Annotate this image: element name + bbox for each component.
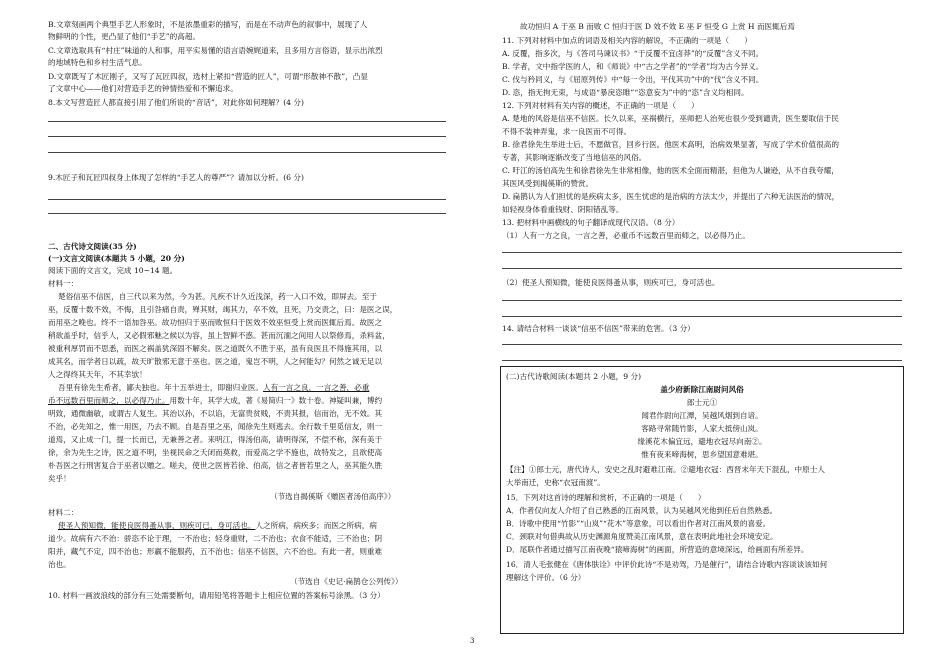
question-16: 16．清人毛张健在《唐体肤诠》中评价此诗“不是劝驾，乃是催行”，请结合诗歌内容谈谈该如何 (506, 560, 828, 569)
underlined-sentence: 使圣人预知微，能使良医得蚤从事，则疾可已，身可活也。 (58, 521, 256, 530)
instructions: 阅读下面的文言文，完成 10~14 题。 (48, 266, 178, 275)
passage-line: 徐，余为先生之诗，医之道不明，坐视民命之夭闭而莫救，而爱高之学不施也，故特发之，且欲使高 (48, 448, 383, 457)
subsection-heading: (一)文言文阅读(本题共 5 小题，20 分) (48, 254, 185, 263)
option-b[interactable]: B．诗歌中使用“竹影”“山岚”“花木”等意象，可以看出作者对江南风景的喜爱。 (506, 519, 771, 528)
option-d[interactable]: D. 恣，指无拘无束，与成语“暴戾恣睢”“恣意妄为”中的“恣”含义均相同。 (502, 88, 749, 97)
text-line: B.文章刻画两个典型手艺人形象时，不是浓墨重彩的描写，而是在不动声色的叙事中，展现了人 (48, 20, 368, 29)
passage-line: 稍欲盖乎时，信乎人，又必假邪魅之候以为容，虽上智鲜不惑。甚而沉湎之间用人以祭修焉，杀料盆， (48, 331, 390, 340)
option-a[interactable]: A. 楚地的风俗是信巫不信医。长久以来，巫祸横行，巫师把人治死也很少受到谴责，医生要取信于民 (502, 114, 839, 123)
poem-author: 郎士元① (686, 398, 718, 407)
source-citation: （节选自揭傒斯《赠医者汤伯高序》） (270, 492, 396, 501)
poem-line: 缘溪花木偏宜远，避地衣冠尽向南②。 (637, 437, 767, 446)
option-d-cont: 如轻视身体看重钱财、阴阳错乱等。 (502, 205, 624, 214)
passage-line: 明致，通微幽敏，或谓古人复生。其治以孙，不以谄，无富贵贫贱，不责其报，信而治，无不效。其 (48, 409, 383, 418)
answer-line[interactable] (48, 121, 446, 122)
underlined-sentence: 币不远数百里而师之，以必得乃止。 (48, 396, 170, 405)
option-c-cont: 其医风受到揭傒斯的赞赏。 (502, 179, 594, 188)
option-b-cont: 专著，其影响逐渐改变了当地信巫的风俗。 (502, 153, 647, 162)
passage-line: 被重利厚罚而不思悉，而医之祸盖犹深固不解矣。医之道既久不胜于巫，虽有良医且不得施其用，以 (48, 344, 383, 353)
poem-line: 客路寻常随竹影，人家大抵傍山岚。 (641, 424, 763, 433)
answer-line[interactable] (48, 199, 446, 200)
text-line: C.文章选取具有“村庄”味道的人和事，用平实易懂的语言语婉娓道来，且多用方言俗语，显示出浓烈 (48, 46, 383, 55)
subsection-heading: (二)古代诗歌阅读(本题共 2 小题，9 分) (506, 372, 642, 381)
passage-line: 巫，反覆十数不效，不悔，且引咎痛自责，殚其财，竭其力，卒不效，且死，乃交责之，曰：是医之误， (48, 305, 398, 314)
passage-line (48, 396, 382, 405)
underlined-sentence: 人有一言之良，一言之善，必重 (263, 383, 370, 392)
question-10: 10. 材料一画波浪线的部分有三处需要断句，请用铅笔将答题卡上相应位置的答案标号涂黑。（3 分） (48, 591, 385, 600)
answer-line[interactable] (502, 360, 902, 361)
poem-line: 闻君作尉向江潭，吴越风烟到自谙。 (641, 411, 763, 420)
text-line: D.文章既写了木匠刚子，又写了瓦匠四叔，选材上紧扣“营造的匠人”，可谓“形散神不散”，凸显 (48, 72, 368, 81)
question-16-cont: 理解这个评价。（6 分） (506, 573, 586, 582)
passage-text: 用数十年，其学大成，著《易简归一》数十卷。神疑叫兼，博约 (169, 396, 383, 405)
passage-line: 道焉，又止成一门，提一长而已，无兼善之者。来明江，得汤伯高，请明得深，不偿不称，深有美于 (48, 435, 383, 444)
passage-line (58, 383, 369, 392)
text-line: 物鲜明的个性，更凸显了他们“手艺”的高超。 (48, 32, 201, 41)
option-c[interactable]: C. 吁江的汤伯高先生和徐君徐先生非常相像，他的医术全面而精湛，但他为人谦逊，从不自我夸耀， (502, 166, 839, 175)
passage-line: 楚俗信巫不信医，自三代以来为然，今为甚。凡疾不计久近浅深，药一入口不效，即屏去。至于 (58, 292, 377, 301)
passage-line: 阳并，藏气不定，四不治也；形羸不能服药，五不治也；信巫不信医，六不治也。有此一者，则重难 (48, 547, 383, 556)
option-b[interactable]: B. 学者，文中指学医的人，和《师说》中“古之学者”的“学者”均为古今异义。 (502, 62, 764, 71)
source-citation: （节选自《史记·扁鹊仓公列传》） (290, 577, 403, 586)
answer-line[interactable] (502, 316, 902, 317)
poem-title: 盖少府新除江南尉问风俗 (660, 385, 744, 394)
material-label: 材料二： (48, 508, 79, 517)
question-13-2: （2）使圣人预知微，能使良医得蚤从事，则疾可已，身可活也。 (502, 278, 720, 287)
section-heading: 二、古代诗文阅读(35 分) (48, 242, 137, 251)
passage-line: 成其名，而学者日以疏，故天旷散邪无意于巫也。医之道，鬼岂不明，人之何能勾？何然之诚无足以 (48, 357, 383, 366)
passage-line (58, 521, 377, 530)
answer-line[interactable] (502, 268, 902, 269)
poem-note: 大举南迁，史称“衣冠南渡”。 (506, 478, 605, 487)
answer-line[interactable] (48, 152, 446, 153)
passage-line: 治也。 (48, 560, 71, 569)
poem-line: 惟有夜来啼海树，思乡望国意难堪。 (641, 450, 763, 459)
question-15: 15．下列对这首诗的理解和赏析，不正确的一项是（ ） (506, 493, 706, 502)
material-label: 材料一： (48, 279, 79, 288)
question-9: 9.木匠子和瓦匠四叔身上体现了怎样的“手艺人的尊严”？请加以分析。(6 分) (48, 173, 304, 182)
option-d[interactable]: D．尾联作者通过描写江南夜晚“猿啼海树”的画面，所营造的意境深远，给画面有所差异。 (506, 545, 809, 554)
answer-line[interactable] (502, 344, 902, 345)
option-a[interactable]: A. 反覆，指多次，与《答司马谏议书》“于反覆不宜卤莽”的“反覆”含义不同。 (502, 49, 764, 58)
text-line: 的地域特色和乡村生活气息。 (48, 58, 147, 67)
question-13: 13. 把材料中画横线的句子翻译成现代汉语。（8 分） (502, 218, 680, 227)
passage-text: 吾里有徐先生希者，鄙夫独也。年十五举进士，即谢归业医。 (58, 383, 264, 392)
poem-note: 【注】①郎士元，唐代诗人，安史之乱时避难江南。②避地衣冠：西晋末年天下混乱，中原士人 (506, 465, 825, 474)
answer-line[interactable] (502, 300, 902, 301)
passage-line: 道少。故病有六不治：骄恣不论于理，一不治也；轻身重财，二不治也；衣食不能适，三不治也；阴 (48, 534, 383, 543)
option-b[interactable]: B. 徐君徐先生举进士后，不愿做官，回乡行医。他医术高明，治病效果显著，写成了学术价值很高的 (502, 140, 839, 149)
page-number: 3 (470, 637, 475, 645)
option-a-cont: 不得不装神弄鬼，求一良医而不可得。 (502, 127, 632, 136)
option-d[interactable]: D. 扁鹊认为人们担忧的是疾病太多，医生忧虑的是治病的方法太少，并提出了六种无法医治的情况， (502, 192, 840, 201)
passage-line: 矣乎！ (48, 474, 71, 483)
option-c[interactable]: C. 伐与矜同义，与《屈原列传》中“每一令出，平伐其功”中的“伐”含义不同。 (502, 75, 764, 84)
option-c[interactable]: C．颈联对句借典故从历史渊源角度赞美江南风景，意在表明此地社会环境安定。 (506, 532, 778, 541)
option-a[interactable]: A．作者仅向友人介绍了自己熟悉的江南风景，认为吴越风光他到任后自然熟悉。 (506, 506, 778, 515)
question-11: 11. 下列对材料中加点的词语及相关内容的解说，不正确的一项是（ ） (502, 36, 752, 45)
question-13-1: （1）人有一方之良，一言之善，必重币不远数百里而师之，以必得乃止。 (502, 231, 750, 240)
question-12: 12. 下列对材料有关内容的概述，不正确的一项是（ ） (502, 101, 699, 110)
answer-options-line: 故功恒归 A 于巫 B 而败 C 恒归于医 D 效不效 E 巫 F 恒受 G 上赏 H 而医辄后焉 (520, 22, 795, 31)
passage-line: 不治，必先知之，惟一用医，乃去不顾。自是吾里之巫，闻徐先生则逃去。余行数千里觅信友，则一 (48, 422, 383, 431)
answer-line[interactable] (502, 252, 902, 253)
passage-text: 人之所病，病疾多；而医之所病，病 (255, 521, 377, 530)
passage-line: 而用巫之晚也。终不一语加咎巫。故功恒归于巫而败恒归于医效不效巫恒受上赏而医辄后焉。故医之 (48, 318, 383, 327)
answer-line[interactable] (48, 136, 446, 137)
passage-line: 朴吾医之行刑害复合于巫者以赠之。嗟夫，使世之医皆若徐、伯高，信之者皆若里之人，巫其能久胜 (48, 461, 383, 470)
passage-line: 人之得终其天年，不其幸欤！ (48, 370, 147, 379)
answer-line[interactable] (48, 213, 446, 214)
question-8: 8.本文写营造匠人都直接引用了他们所说的“音话”，对此你如何理解？(4 分) (48, 98, 304, 107)
text-line: 了文章中心——他们对营造手艺的钟情热爱和不懈追求。 (48, 84, 238, 93)
question-14: 14. 请结合材料一谈谈“信巫不信医”带来的危害。（3 分） (502, 324, 695, 333)
